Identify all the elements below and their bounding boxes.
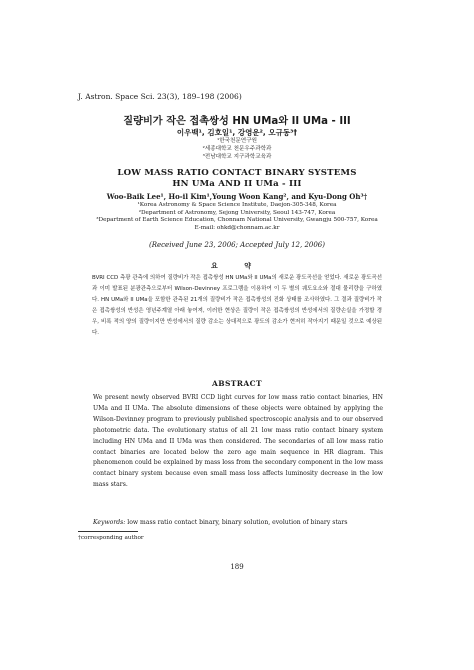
korean-affiliation-3: ³전남대학교 지구과학교육과 xyxy=(202,154,272,160)
abstract-heading: ABSTRACT xyxy=(212,379,262,388)
received-dates: (Received June 23, 2006; Accepted July 12, 2006) xyxy=(148,241,325,249)
korean-affiliation-1: ¹한국천문연구원 xyxy=(216,138,258,144)
korean-abstract: BVRI CCD 측광 관측에 의하여 질량비가 작은 접촉쌍성 HN UMa와 II UMa의 새로운 광도곡선을 얻었다. 새로운 광도곡선과 이미 발표된 분광관측으로부터 Wilson-Devinney 프로그램을 이용하여 이 두 별의 궤도요소와 절대 물리량을 구하였다. HN UMa와 II UMa을 포함한 관측된 21개의 질량비가 작은 접촉쌍성의 진화 상태를 조사하였다. 그 결과 질량비가 작은 접촉쌍성의 반성은 영년주계열 아래 놓여져, 이러한 현상은 질량이 작은 접촉쌍성의 반성에서의 질량손실을 가정할 경우, 비록 적의 양의 질량이지만 반성에서의 질량 감소는 상대적으로 광도의 감소가 현저히 작아지기 때문일 것으로 예상된다. xyxy=(92,275,382,336)
page-number: 189 xyxy=(230,563,244,571)
korean-abstract-heading: 요 약 xyxy=(211,262,263,270)
english-affiliation-2: ²Department of Astronomy, Sejong University, Seoul 143-747, Korea xyxy=(138,210,336,216)
keywords-label: Keywords: xyxy=(93,519,126,526)
english-affiliation-3: ³Department of Earth Science Education, Chonnam National University, Gwangju 500-757, Korea xyxy=(96,217,378,223)
contact-email: E-mail: ohkd@chonnam.ac.kr xyxy=(194,225,280,231)
keywords-text: low mass ratio contact binary, binary solution, evolution of binary stars xyxy=(127,519,348,526)
english-title xyxy=(0,168,474,190)
footnote: †corresponding author xyxy=(78,535,144,541)
english-abstract: We present newly observed BVRI CCD light curves for low mass ratio contact binaries, HN UMa and II UMa. The absolute dimensions of these objects were obtained by applying the Wilson-Devinney program to previously published spectroscopic analysis and to our observed photometric data. The evolutionary status of all 21 low mass ratio contact binary system including HN UMa and II UMa was then considered. The secondaries of all low mass ratio contact binaries are located below the zero age main sequence in HR diagram. This phenomenon could be explained by mass loss from the secondary component in the low mass contact binary system because even small mass loss affects luminosity decrease in the low mass stars. xyxy=(93,394,383,489)
footnote-divider xyxy=(78,531,138,532)
english-title-line-2: HN UMa AND II UMa - III xyxy=(172,179,302,189)
journal-reference: J. Astron. Space Sci. 23(3), 189–198 (2006) xyxy=(78,92,242,101)
english-title-line-1: LOW MASS RATIO CONTACT BINARY SYSTEMS xyxy=(117,168,357,178)
english-authors: Woo-Baik Lee¹, Ho-il Kim¹,Young Woon Kang², and Kyu-Dong Oh³† xyxy=(106,192,368,201)
keywords xyxy=(93,519,393,526)
korean-authors: 이우백¹, 김호일¹, 강영운², 오규동³† xyxy=(176,128,298,137)
korean-title: 질량비가 작은 접촉쌍성 HN UMa와 II UMa - III xyxy=(123,116,351,127)
english-affiliation-1: ¹Korea Astronomy & Space Science Institute, Daejon-305-348, Korea xyxy=(137,202,337,208)
korean-affiliation-2: ²세종대학교 천문우주과학과 xyxy=(202,146,272,152)
